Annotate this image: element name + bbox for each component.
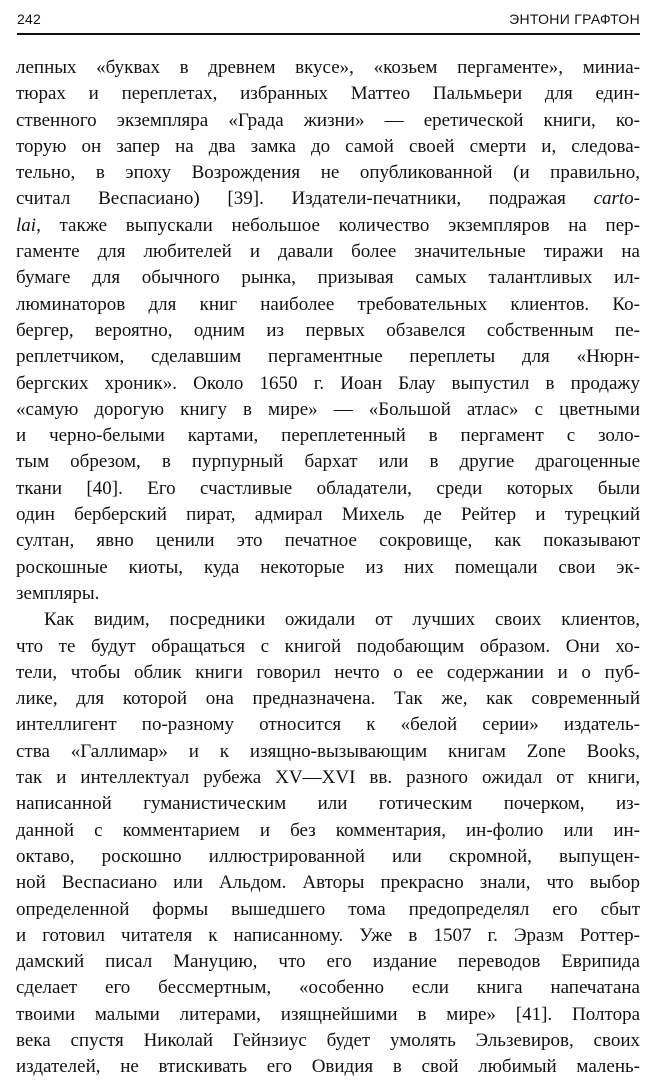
- text-line: ства «Галлимар» и к изящно-вызывающим книгам Zone Books,: [16, 740, 640, 762]
- text-line: тым обрезом, в пурпурный бархат или в другие драгоценные: [16, 451, 640, 473]
- text-line: что те будут обращаться с книгой подобающим образом. Они хо-: [16, 635, 640, 657]
- text-line: октаво, роскошно иллюстрированной или скромной, выпущен-: [16, 845, 640, 867]
- text-line: ткани [40]. Его счастливые обладатели, среди которых были: [16, 477, 640, 499]
- text-line: тюрах и переплетах, избранных Маттео Пальмьери для един-: [16, 83, 640, 105]
- text-line: lai, также выпускали небольшое количество экземпляров на пер-: [16, 214, 640, 236]
- running-title: ЭНТОНИ ГРАФТОН: [509, 11, 640, 27]
- text-line: лепных «буквах в древнем вкусе», «козьем пергаменте», миниа-: [16, 57, 640, 78]
- text-line: считал Веспасиано) [39]. Издатели-печатники, подражая carto-: [16, 188, 640, 210]
- text-line: бергер, вероятно, одним из первых обзавелся собственным пе-: [16, 319, 640, 341]
- text-line: дамский писал Мануцию, что его издание переводов Еврипида: [16, 951, 640, 973]
- text-line: века спустя Николай Гейнзиус будет умолять Эльзевиров, своих: [16, 1029, 640, 1051]
- text-line: так и интеллектуал рубежа XV—XVI вв. разного ожидал от книги,: [16, 767, 640, 789]
- text-line: данной с комментарием и без комментария, ин-фолио или ин-: [16, 819, 640, 841]
- text-line: ственного экземпляра «Града жизни» — еретической книги, ко-: [16, 109, 640, 131]
- text-line: султан, явно ценили это печатное сокровище, как показывают: [16, 530, 640, 552]
- text-line: ной Веспасиано или Альдом. Авторы прекрасно знали, что выбор: [16, 872, 640, 894]
- text-line: земпляры.: [16, 582, 100, 604]
- body-text: [16, 55, 640, 1081]
- paragraph-2: [16, 607, 640, 1080]
- text-line: реплетчиком, сделавшим пергаментные переплеты для «Нюрн-: [16, 346, 640, 368]
- italic-term: carto-: [593, 188, 640, 210]
- page-header: [17, 9, 640, 29]
- text-line: люминаторов для книг наиболее требовательных клиентов. Ко-: [16, 293, 640, 315]
- text-line: Как видим, посредники ожидали от лучших своих клиентов,: [44, 609, 640, 631]
- text-line: сделает его бессмертным, «особенно если книга напечатана: [16, 977, 640, 999]
- text-line: тельно, в эпоху Возрождения не опубликованной (и правильно,: [16, 162, 640, 184]
- text-line: и готовил читателя к написанному. Уже в 1507 г. Эразм Роттер-: [16, 924, 640, 946]
- text-line: гаменте для любителей и давали более значительные тиражи на: [16, 241, 640, 263]
- text-line: лике, для которой она предназначена. Так же, как современный: [16, 688, 640, 710]
- text-line: и черно-белыми картами, переплетенный в пергамент с золо-: [16, 425, 640, 447]
- text-line: написанной гуманистическим или готическим почерком, из-: [16, 793, 640, 815]
- text-line: интеллигент по-разному относится к «белой серии» издатель-: [16, 714, 640, 736]
- page-number: 242: [17, 11, 41, 27]
- italic-term: lai: [16, 214, 37, 236]
- text-line: «самую дорогую книгу в мире» — «Большой атлас» с цветными: [16, 398, 640, 420]
- header-rule: [17, 33, 640, 35]
- text-line: бергских хроник». Около 1650 г. Иоан Блау выпустил в продажу: [16, 372, 640, 394]
- text-line: твоими малыми литерами, изящнейшими в мире» [41]. Полтора: [16, 1003, 640, 1025]
- text-line: тели, чтобы облик книги говорил нечто о ее содержании и о пуб-: [16, 661, 640, 683]
- text-line: роскошные киоты, куда некоторые из них помещали свои эк-: [16, 556, 640, 578]
- paragraph-1: [16, 55, 640, 607]
- text-line: торую он запер на два замка до самой своей смерти и, следова-: [16, 135, 640, 157]
- text-line: бумаге для обычного рынка, призывая самых талантливых ил-: [16, 267, 640, 289]
- text-line: один берберский пират, адмирал Михель де Рейтер и турецкий: [16, 504, 640, 526]
- text-line: издателей, не втискивать его Овидия в свой любимый малень-: [16, 1056, 640, 1078]
- text-line: определенной формы вышедшего тома предопределял его сбыт: [16, 898, 640, 920]
